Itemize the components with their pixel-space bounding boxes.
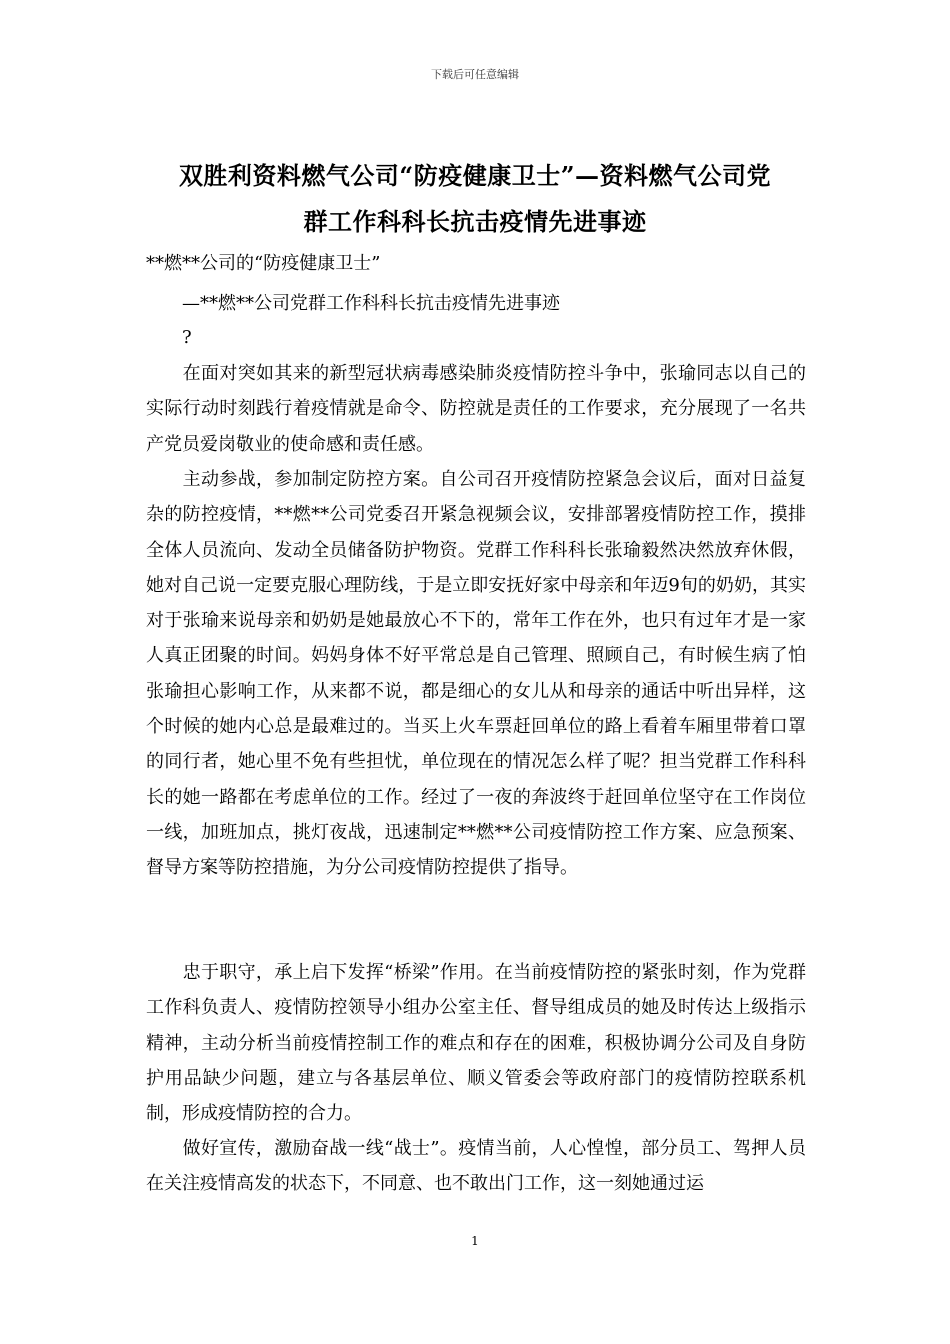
body-paragraph-2: 主动参战，参加制定防控方案。自公司召开疫情防控紧急会议后，面对日益复杂的防控疫情，**燃**公司党委召开紧急视频会议，安排部署疫情防控工作，摸排全体人员流向、发动全员储备防护物资。党群工作科科长张瑜毅然决然放弃休假，她对自己说一定要克服心理防线，于是立即安抚好家中母亲和年迈9旬的奶奶，其实对于张瑜来说母亲和奶奶是她最放心不下的，常年工作在外，也只有过年才是一家人真正团聚的时间。妈妈身体不好平常总是自己管理、照顾自己，有时候生病了怕张瑜担心影响工作，从来都不说，都是细心的女儿从和母亲的通话中听出异样，这个时候的她内心总是最难过的。当买上火车票赶回单位的路上看着车厢里带着口罩的同行者，她心里不免有些担忧，单位现在的情况怎么样了呢？担当党群工作科科长的她一路都在考虑单位的工作。经过了一夜的奔波终于赶回单位坚守在工作岗位一线，加班加点，挑灯夜战，迅速制定**燃**公司疫情防控工作方案、应急预案、督导方案等防控措施，为分公司疫情防控提供了指导。	[146, 469, 806, 879]
subtitle-line-1: **燃**公司的“防疫健康卫士”	[146, 253, 381, 274]
subtitle-line-2: —**燃**公司党群工作科科长抗击疫情先进事迹	[182, 293, 560, 314]
page-number: 1	[471, 1234, 479, 1248]
page-header-note: 下载后可任意编辑	[431, 68, 519, 81]
subtitle-line-3: ?	[182, 327, 192, 348]
document-title-line-1: 双胜利资料燃气公司“防疫健康卫士”—资料燃气公司党	[178, 161, 772, 190]
body-paragraph-1: 在面对突如其来的新型冠状病毒感染肺炎疫情防控斗争中，张瑜同志以自己的实际行动时刻践行着疫情就是命令、防控就是责任的工作要求，充分展现了一名共产党员爱岗敬业的使命感和责任感。	[146, 363, 806, 455]
document-title-line-2: 群工作科科长抗击疫情先进事迹	[303, 207, 647, 236]
body-paragraph-4: 做好宣传，激励奋战一线“战士”。疫情当前，人心惶惶，部分员工、驾押人员在关注疫情高发的状态下，不同意、也不敢出门工作，这一刻她通过运	[146, 1138, 806, 1195]
body-paragraph-3: 忠于职守，承上启下发挥“桥梁”作用。在当前疫情防控的紧张时刻，作为党群工作科负责人、疫情防控领导小组办公室主任、督导组成员的她及时传达上级指示精神，主动分析当前疫情控制工作的难点和存在的困难，积极协调分公司及自身防护用品缺少问题，建立与各基层单位、顺义管委会等政府部门的疫情防控联系机制，形成疫情防控的合力。	[146, 962, 806, 1125]
